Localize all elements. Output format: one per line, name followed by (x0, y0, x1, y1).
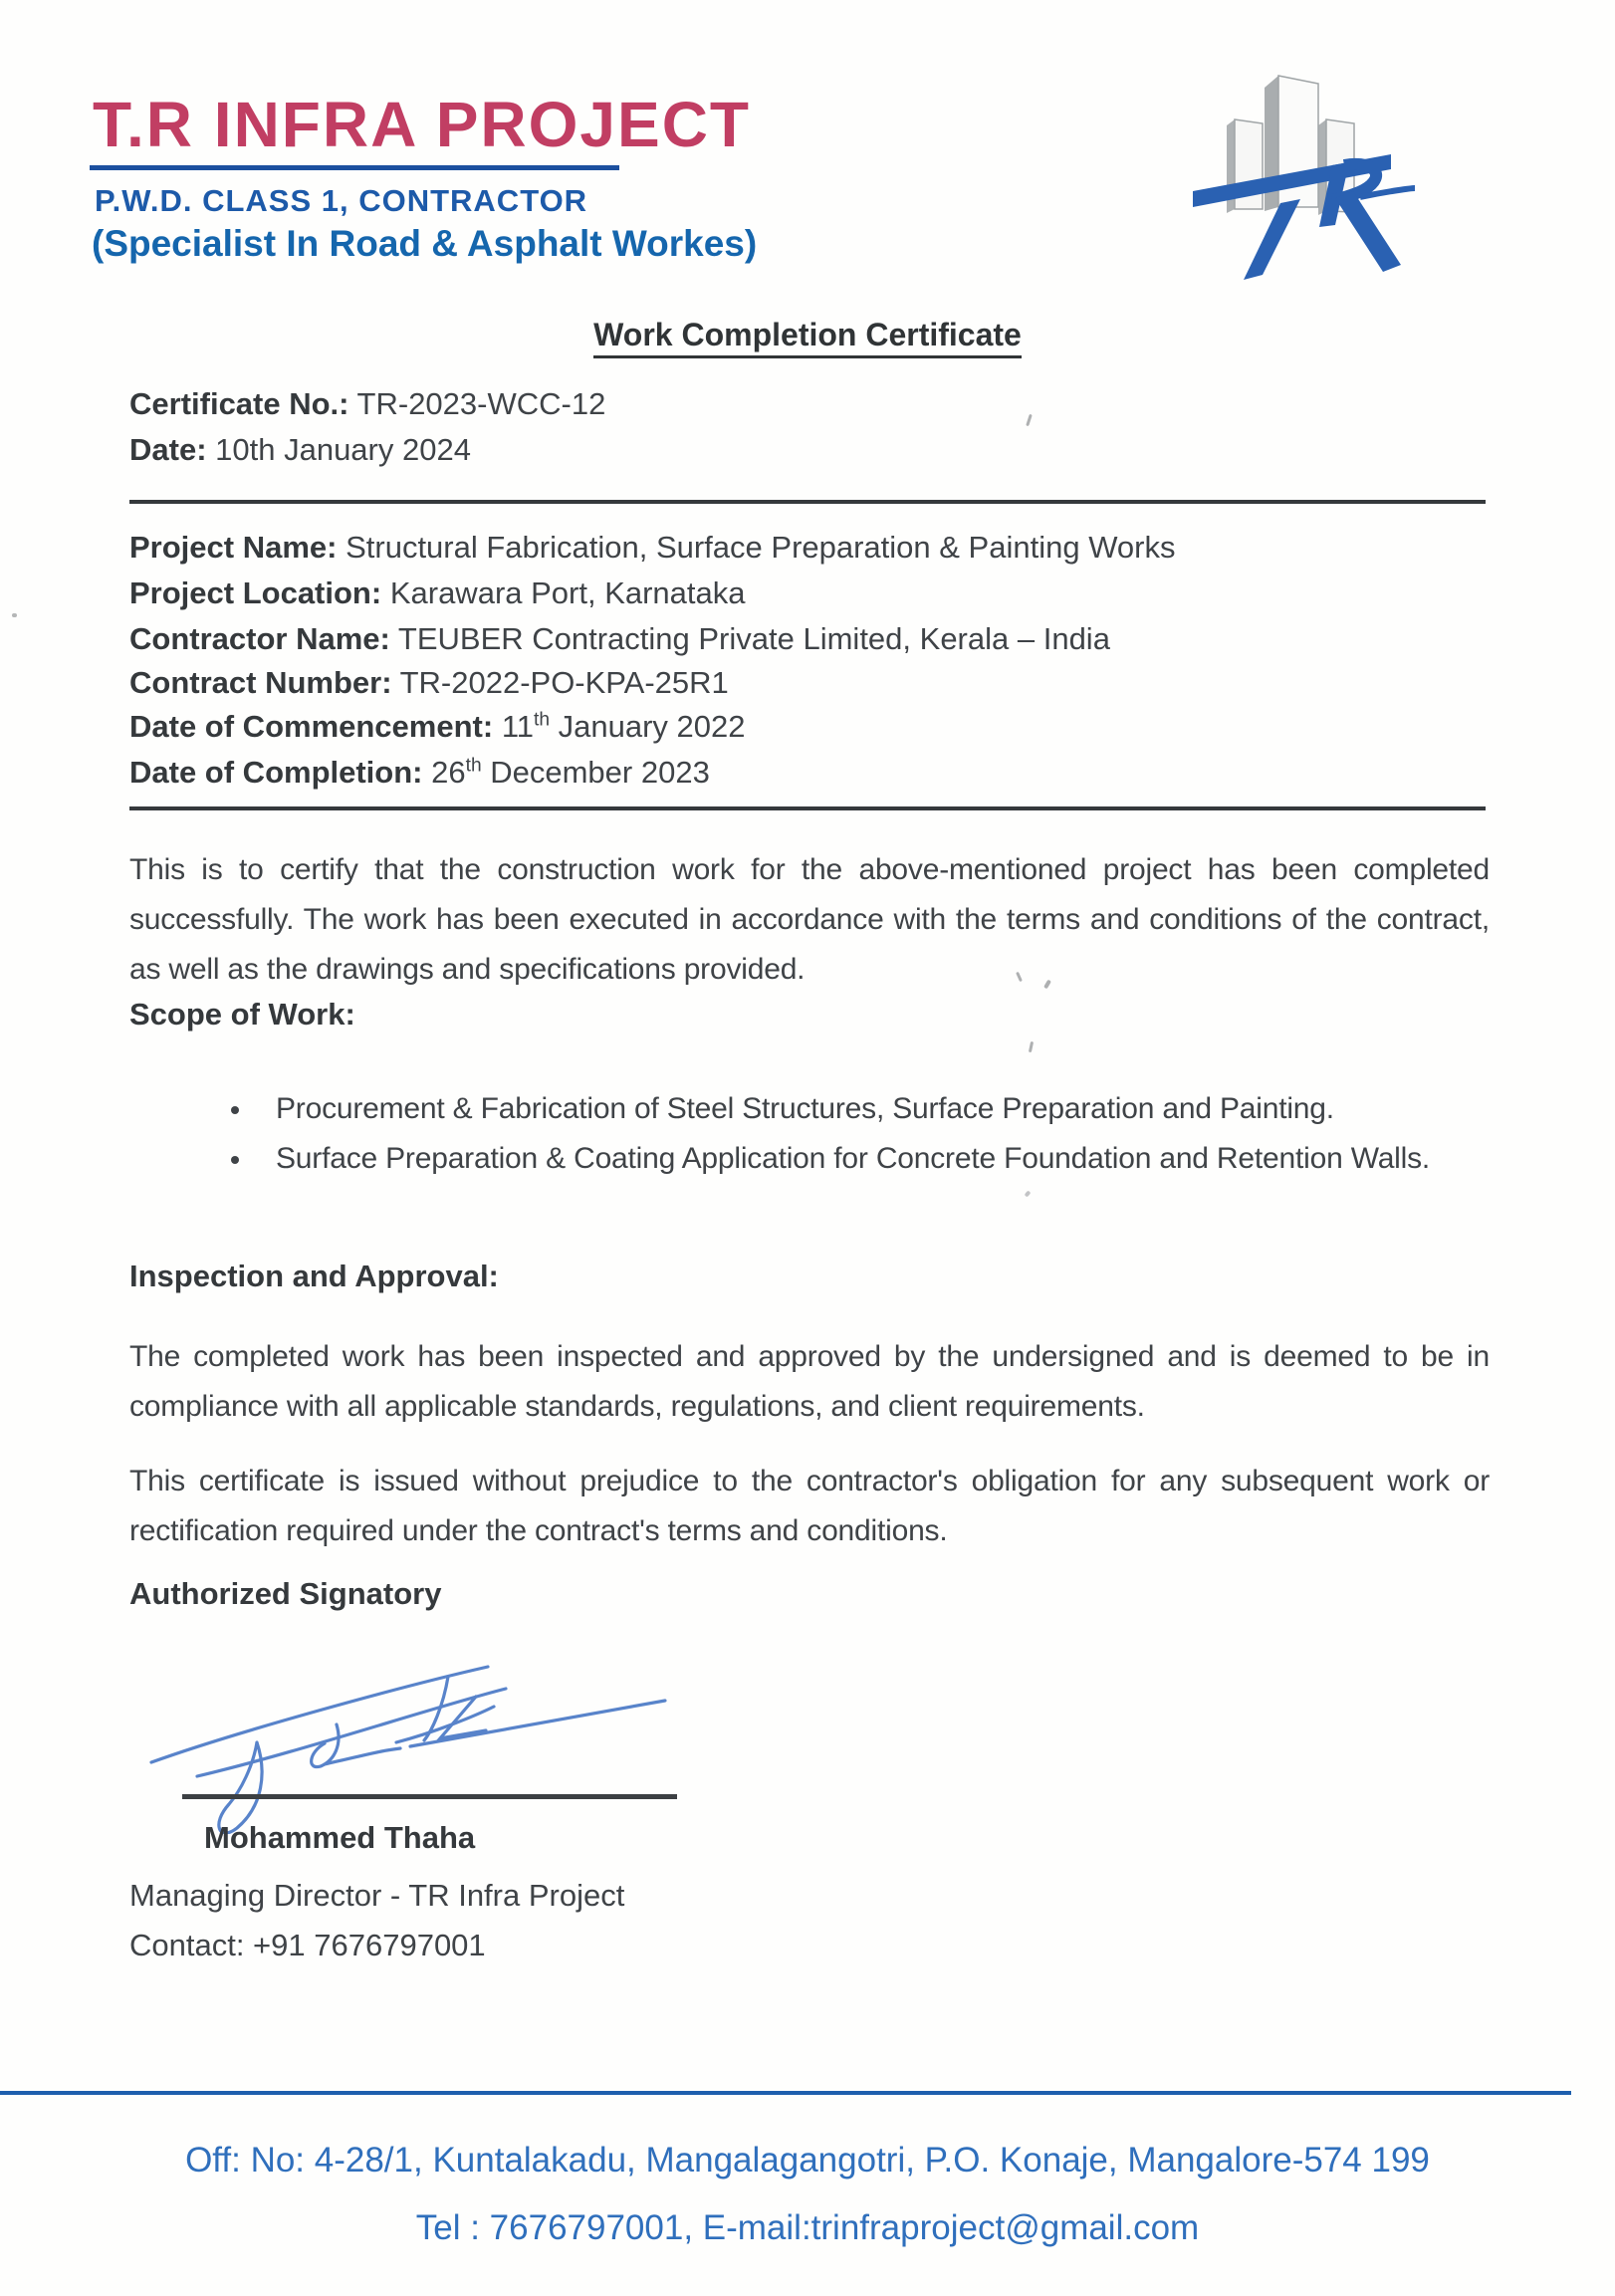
commencement-ordinal: th (534, 709, 551, 731)
certificate-date-row (129, 432, 1490, 468)
scope-list (214, 1084, 1489, 1184)
signatory-designation: Managing Director - TR Infra Project (129, 1878, 625, 1913)
commencement-date-row (129, 709, 1490, 745)
scope-item: • Surface Preparation & Coating Application for Concrete Foundation and Retention Walls. (254, 1134, 1489, 1184)
certificate-number-value: TR-2023-WCC-12 (356, 386, 606, 421)
contractor-name-row (129, 621, 1490, 657)
project-location-label: Project Location: (129, 575, 382, 610)
contractor-name-label: Contractor Name: (129, 621, 390, 656)
contract-number-row (129, 665, 1490, 701)
divider-line (129, 806, 1486, 810)
logo-monogram (1193, 154, 1415, 280)
certificate-number-row (129, 386, 1490, 422)
certificate-date-value: 10th January 2024 (215, 432, 471, 467)
project-name-value: Structural Fabrication, Surface Preparation & Painting Works (346, 530, 1176, 565)
footer-contact: Tel : 7676797001, E-mail:trinfraproject@gmail.com (415, 2208, 1200, 2247)
prejudice-paragraph: This certificate is issued without prejudice to the contractor's obligation for any subsequent work or rectification required under the contract's terms and conditions. (129, 1465, 1490, 1547)
divider-line (129, 500, 1486, 504)
company-subtitle-specialist: (Specialist In Road & Asphalt Workes) (92, 223, 758, 264)
completion-day: 26 (431, 755, 466, 790)
header-divider (90, 165, 619, 170)
scan-speck (12, 613, 17, 617)
commencement-label: Date of Commencement: (129, 709, 494, 744)
completion-ordinal: th (465, 755, 482, 777)
certificate-date-label: Date: (129, 432, 207, 467)
signatory-name: Mohammed Thaha (204, 1820, 476, 1855)
contract-number-value: TR-2022-PO-KPA-25R1 (399, 665, 729, 700)
scan-speck (1025, 1190, 1032, 1197)
footer-divider (0, 2091, 1571, 2095)
signature (139, 1645, 697, 1834)
scan-speck (1029, 1041, 1034, 1052)
signature-line (182, 1794, 677, 1799)
certify-paragraph: This is to certify that the construction work for the above-mentioned project has been completed successfully. The work has been executed in accordance with the terms and conditions of the contract, as well as the drawings and specifications provided. (129, 853, 1490, 986)
project-location-row (129, 575, 1490, 611)
commencement-day: 11 (501, 709, 534, 744)
document-title: Work Completion Certificate (0, 317, 1615, 353)
footer-address: Off: No: 4-28/1, Kuntalakadu, Mangalagangotri, P.O. Konaje, Mangalore-574 199 (185, 2141, 1430, 2180)
inspection-heading: Inspection and Approval: (129, 1259, 499, 1293)
completion-rest: December 2023 (481, 755, 710, 790)
project-name-row (129, 530, 1490, 566)
contract-number-label: Contract Number: (129, 665, 392, 700)
company-logo-icon (1187, 58, 1421, 297)
commencement-rest: January 2022 (550, 709, 746, 744)
completion-label: Date of Completion: (129, 755, 423, 790)
certificate-number-label: Certificate No.: (129, 386, 349, 421)
contractor-name-value: TEUBER Contracting Private Limited, Kerala – India (397, 621, 1110, 656)
signatory-contact: Contact: +91 7676797001 (129, 1928, 486, 1962)
scope-item: • Procurement & Fabrication of Steel Structures, Surface Preparation and Painting. (254, 1084, 1489, 1134)
company-subtitle-class: P.W.D. CLASS 1, CONTRACTOR (95, 183, 588, 218)
project-name-label: Project Name: (129, 530, 338, 565)
scope-heading: Scope of Work: (129, 997, 355, 1032)
company-name: T.R INFRA PROJECT (93, 89, 751, 160)
inspection-paragraph: The completed work has been inspected and approved by the undersigned and is deemed to be in compliance with all applicable standards, regulations, and client requirements. (129, 1340, 1490, 1423)
signatory-heading: Authorized Signatory (129, 1576, 442, 1611)
project-location-value: Karawara Port, Karnataka (389, 575, 746, 610)
completion-date-row (129, 755, 1490, 791)
